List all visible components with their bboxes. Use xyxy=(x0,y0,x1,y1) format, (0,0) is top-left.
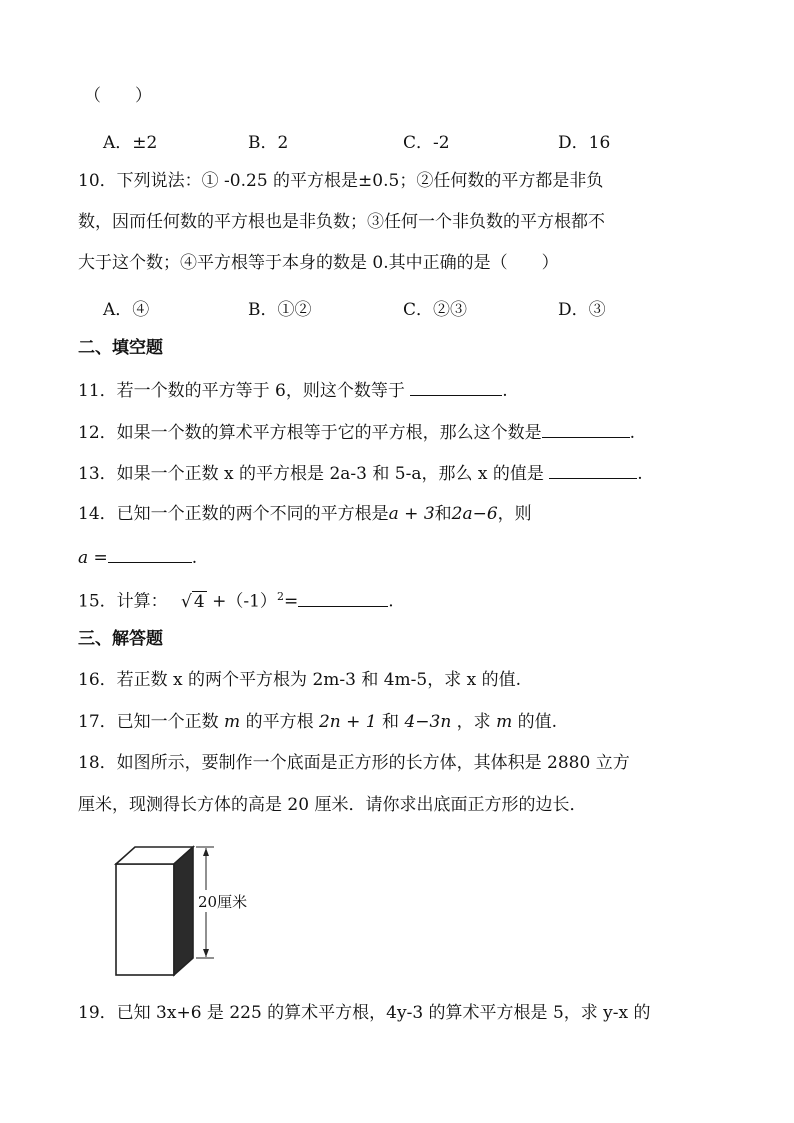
q17-text-4: ，求 xyxy=(456,712,491,732)
q16-number: 16． xyxy=(78,670,117,690)
section-solve-title: 三、解答题 xyxy=(78,629,163,649)
q17-expr-1: 2n + 1 xyxy=(318,712,377,732)
q10-line-3: 大于这个数；④平方根等于本身的数是 0.其中正确的是（ ） xyxy=(78,253,559,273)
q17-m-2: m xyxy=(496,712,513,732)
q11-number: 11． xyxy=(78,381,117,401)
q14-line-2 xyxy=(78,544,197,570)
q15 xyxy=(78,585,394,614)
q15-equals: = xyxy=(283,591,299,612)
q17-text-3: 和 xyxy=(382,712,400,732)
q15-exponent: 2 xyxy=(276,590,284,603)
q14-expr-1: a + 3 xyxy=(388,504,435,524)
q13-text: 如果一个正数 x 的平方根是 2a-3 和 5-a，那么 x 的值是 xyxy=(116,464,544,484)
q15-radicand: 4 xyxy=(193,591,205,612)
q15-rest: +（-1） xyxy=(212,591,277,612)
q14-line-1 xyxy=(78,502,532,526)
q16 xyxy=(78,668,521,692)
q9-option-d: D．16 xyxy=(558,133,611,153)
cuboid-front-face xyxy=(116,864,174,975)
q14-text-a: 已知一个正数的两个不同的平方根是 xyxy=(116,504,389,524)
q12-answer-blank[interactable] xyxy=(542,419,630,438)
q14-var: a = xyxy=(78,548,108,568)
q9-answer-paren: （ ） xyxy=(84,86,152,106)
q17-text-2: 的平方根 xyxy=(245,712,314,732)
q10-text-1: 下列说法：① -0.25 的平方根是±0.5；②任何数的平方都是非负 xyxy=(116,171,604,191)
q12-text: 如果一个数的算术平方根等于它的平方根，那么这个数是 xyxy=(116,423,542,443)
cuboid-figure xyxy=(108,838,268,984)
q17-number: 17． xyxy=(78,712,117,732)
q17-text-1: 已知一个正数 xyxy=(116,712,219,732)
q14-text-b: ，则 xyxy=(497,504,532,524)
q16-text: 若正数 x 的两个平方根为 2m-3 和 4m-5，求 x 的值. xyxy=(116,670,522,690)
q17-m-1: m xyxy=(224,712,241,732)
q14-and: 和 xyxy=(434,504,452,524)
q9-option-a: A．±2 xyxy=(103,133,158,153)
q19-text: 已知 3x+6 是 225 的算术平方根，4y-3 的算术平方根是 5，求 y-x 的 xyxy=(116,1003,651,1023)
q11-text: 若一个数的平方等于 6，则这个数等于 xyxy=(116,381,405,401)
q10-option-d: D．③ xyxy=(558,300,606,320)
q13-answer-blank[interactable] xyxy=(549,460,637,479)
q11 xyxy=(78,377,508,403)
q14-expr-2: 2a−6 xyxy=(451,504,498,524)
q18-number: 18． xyxy=(78,753,117,773)
cuboid-side-face xyxy=(174,847,193,975)
q18-line-2: 厘米，现测得长方体的高是 20 厘米．请你求出底面正方形的边长． xyxy=(78,795,587,815)
height-label: 20厘米 xyxy=(198,893,248,911)
q10-option-a: A．④ xyxy=(103,300,150,320)
q11-answer-blank[interactable] xyxy=(410,377,502,396)
q10-line-2: 数，因而任何数的平方根也是非负数；③任何一个非负数的平方根都不 xyxy=(78,212,605,232)
arrow-up-icon xyxy=(203,848,209,856)
q14-number: 14． xyxy=(78,504,117,524)
q12-period: . xyxy=(629,423,636,443)
q13-period: . xyxy=(637,464,643,484)
q15-answer-blank[interactable] xyxy=(298,588,388,607)
q17-text-5: 的值. xyxy=(517,712,558,732)
q12-number: 12． xyxy=(78,423,117,443)
q10-option-c: C．②③ xyxy=(403,300,468,320)
section-fill-in-title: 二、填空题 xyxy=(78,338,163,358)
sqrt-symbol-icon: √ xyxy=(181,591,192,612)
q15-sqrt xyxy=(181,590,207,614)
q19-number: 19． xyxy=(78,1003,117,1023)
q18-text-1: 如图所示，要制作一个底面是正方形的长方体，其体积是 2880 立方 xyxy=(116,753,630,773)
q13 xyxy=(78,460,643,486)
q13-number: 13． xyxy=(78,464,117,484)
q10-option-b: B．①② xyxy=(248,300,312,320)
q10-number: 10． xyxy=(78,171,117,191)
q15-number: 15． xyxy=(78,591,117,612)
q17 xyxy=(78,710,557,734)
q19 xyxy=(78,1001,651,1025)
q14-period: . xyxy=(191,548,198,568)
q17-expr-2: 4−3n xyxy=(404,712,452,732)
arrow-down-icon xyxy=(203,949,209,957)
q15-text: 计算： xyxy=(116,591,168,612)
q14-answer-blank[interactable] xyxy=(108,544,192,563)
q11-period: . xyxy=(502,381,508,401)
q9-option-c: C．-2 xyxy=(403,133,450,153)
q15-period: . xyxy=(388,591,394,612)
q18-line-1 xyxy=(78,751,630,775)
q10-line-1 xyxy=(78,169,603,193)
q12 xyxy=(78,419,635,445)
q9-option-b: B．2 xyxy=(248,133,289,153)
